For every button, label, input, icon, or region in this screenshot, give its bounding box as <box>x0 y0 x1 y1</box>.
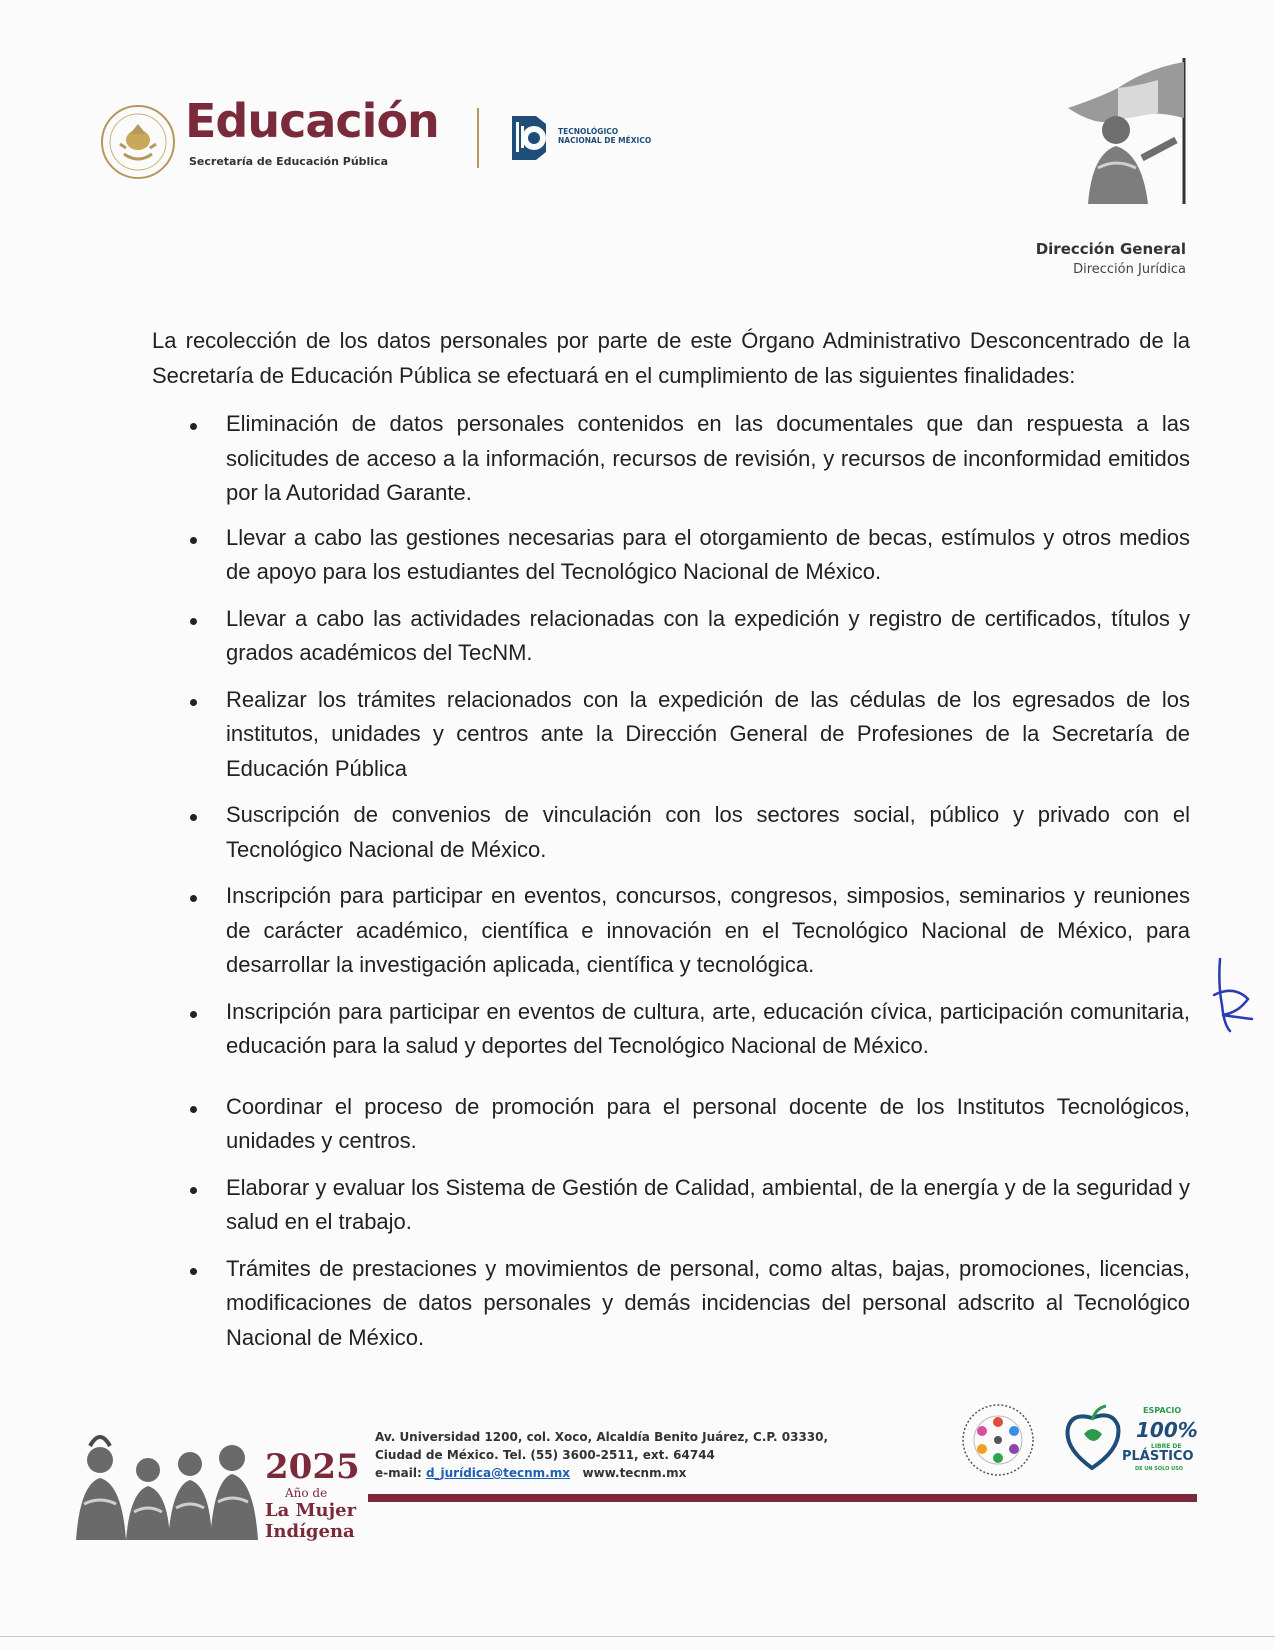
ministry-subtitle: Secretaría de Educación Pública <box>189 155 389 168</box>
ministry-title: Educación <box>185 94 439 148</box>
plastic-word: PLÁSTICO <box>1122 1449 1194 1464</box>
bullet-icon <box>190 1011 197 1018</box>
bullet-icon <box>190 814 197 821</box>
tecnm-gear-logo-icon <box>506 110 552 166</box>
heroine-with-flag-illustration <box>1058 58 1198 204</box>
bullet-icon <box>190 1187 197 1194</box>
page-edge-line <box>0 1636 1275 1637</box>
intro-paragraph: La recolección de los datos personales por parte de este Órgano Administrativo Desconcentrado de la Secretaría de Educación Pública se efectuará en el cumplimiento de las siguientes finalidades: <box>152 328 1190 388</box>
equality-certification-seal-icon <box>960 1402 1036 1478</box>
tecnm-name <box>558 127 651 146</box>
list-item-text: Elaborar y evaluar los Sistema de Gestión de Calidad, ambiental, de la energía y de la seguridad y salud en el trabajo. <box>226 1174 1190 1234</box>
address-line-1: Av. Universidad 1200, col. Xoco, Alcaldía Benito Juárez, C.P. 03330, <box>375 1430 829 1444</box>
list-item <box>152 995 1190 1064</box>
list-item-text: Suscripción de convenios de vinculación con los sectores social, público y privado con el Tecnológico Nacional de México. <box>226 802 1190 862</box>
list-item <box>152 602 1190 671</box>
email-link[interactable]: d_jurídica@tecnm.mx <box>425 1466 570 1480</box>
list-item-text: Inscripción para participar en eventos de cultura, arte, educación cívica, participación comunitaria, educación para la salud y deportes del Tecnológico Nacional de México. <box>226 998 1190 1058</box>
email-label: e-mail: <box>375 1466 422 1480</box>
plastic-libre-label: LIBRE DE <box>1151 1443 1182 1450</box>
year-subtitle-1: Año de <box>285 1486 328 1500</box>
list-item-text: Inscripción para participar en eventos, concursos, congresos, simposios, seminarios y reuniones de carácter académico, científica e innovación en el Tecnológico Nacional de México, para desarrollar la investigación aplicada, científica y tecnológica. <box>226 883 1190 977</box>
list-item-text: Realizar los trámites relacionados con la expedición de las cédulas de los egresados de los institutos, unidades y centros ante la Dirección General de Profesiones de la Secretaría de Educación Pública <box>226 686 1190 781</box>
list-item <box>152 521 1190 590</box>
department-title: Dirección Jurídica <box>1073 262 1186 277</box>
list-item <box>152 1252 1190 1356</box>
footer-bar <box>368 1494 1197 1502</box>
list-item-text: Llevar a cabo las gestiones necesarias para el otorgamiento de becas, estímulos y otros medios de apoyo para los estudiantes del Tecnológico Nacional de México. <box>226 524 1190 584</box>
list-item <box>152 879 1190 983</box>
list-item <box>152 1090 1190 1159</box>
year-label: 2025 <box>265 1447 360 1487</box>
contact-line <box>375 1466 686 1480</box>
signature-mark <box>1212 955 1262 1035</box>
plastic-espacio-label: ESPACIO <box>1143 1406 1182 1415</box>
document-body <box>152 323 1190 1355</box>
bullet-icon <box>190 423 197 430</box>
list-item-text: Eliminación de datos personales contenidos en las documentales que dan respuesta a las solicitudes de acceso a la información, recursos de revisión, y recursos de inconformidad emitidos por la Autoridad Garante. <box>226 411 1190 505</box>
list-item <box>152 1171 1190 1240</box>
indigenous-women-illustration <box>70 1424 260 1540</box>
list-item <box>152 683 1190 787</box>
list-item-text: Coordinar el proceso de promoción para el personal docente de los Institutos Tecnológicos, unidades y centros. <box>226 1093 1190 1153</box>
coat-of-arms-seal-icon <box>100 104 176 180</box>
office-title: Dirección General <box>1035 240 1186 258</box>
plastic-single-use-label: DE UN SOLO USO <box>1135 1466 1184 1472</box>
tecnm-name-line2: NACIONAL DE MÉXICO <box>558 136 652 146</box>
bullet-icon <box>190 1106 197 1113</box>
plastic-percentage: 100% <box>1136 1418 1198 1442</box>
list-item <box>152 798 1190 867</box>
list-item <box>152 407 1190 511</box>
address-line-2: Ciudad de México. Tel. (55) 3600-2511, ext. 64744 <box>375 1448 715 1462</box>
bullet-icon <box>190 1268 197 1275</box>
list-item-text: Trámites de prestaciones y movimientos de personal, como altas, bajas, promociones, licencias, modificaciones de datos personales y demás incidencias del personal adscrito al Tecnológico Nacional de México. <box>226 1255 1190 1350</box>
purposes-list <box>152 407 1190 1355</box>
bullet-icon <box>190 618 197 625</box>
year-subtitle-3: Indígena <box>265 1521 355 1542</box>
bullet-icon <box>190 895 197 902</box>
year-subtitle-2: La Mujer <box>265 1500 357 1521</box>
website-text: www.tecnm.mx <box>582 1466 687 1480</box>
list-item-text: Llevar a cabo las actividades relacionadas con la expedición y registro de certificados, títulos y grados académicos del TecNM. <box>226 605 1190 665</box>
bullet-icon <box>190 537 197 544</box>
bullet-icon <box>190 699 197 706</box>
tecnm-name-line1: TECNOLÓGICO <box>558 127 619 136</box>
header-divider <box>477 108 479 168</box>
